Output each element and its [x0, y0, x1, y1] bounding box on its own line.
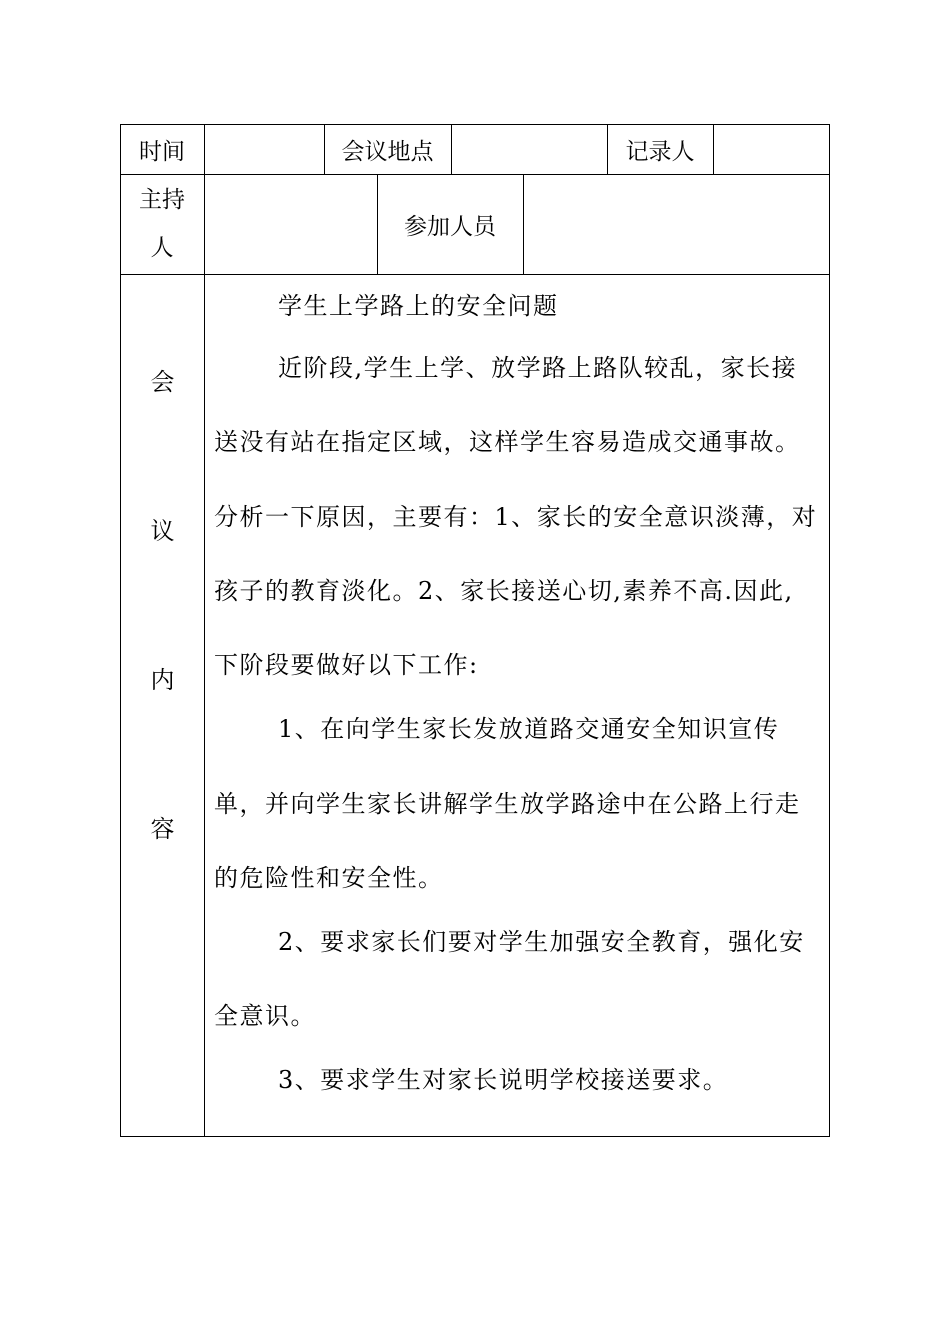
content-label-char-1: 会: [150, 368, 175, 396]
content-label-char-3: 内: [150, 666, 175, 694]
participants-value[interactable]: [523, 174, 830, 274]
col-divider-label: [204, 124, 205, 1137]
content-line: 近阶段,学生上学、放学路上路队较乱，家长接: [278, 354, 798, 382]
content-line: 的危险性和安全性。: [214, 864, 444, 892]
location-value[interactable]: [451, 124, 607, 174]
content-line: 送没有站在指定区域，这样学生容易造成交通事故。: [214, 428, 801, 456]
content-line: 3、要求学生对家长说明学校接送要求。: [278, 1066, 729, 1094]
host-label-line2: 人: [150, 235, 174, 261]
content-line: 单，并向学生家长讲解学生放学路途中在公路上行走: [214, 790, 801, 818]
time-value[interactable]: [204, 124, 324, 174]
content-line: 分析一下原因，主要有：1、家长的安全意识淡薄，对: [214, 503, 818, 531]
participants-label: 参加人员: [404, 213, 496, 240]
content-line: 孩子的教育淡化。2、家长接送心切,素养不高.因此,: [214, 577, 794, 605]
content-topic: 学生上学路上的安全问题: [278, 292, 559, 320]
recorder-label: 记录人: [625, 138, 695, 165]
content-line: 全意识。: [214, 1002, 316, 1030]
meeting-record-table: [120, 124, 830, 1137]
content-label-char-4: 容: [150, 815, 175, 843]
content-line: 2、要求家长们要对学生加强安全教育，强化安: [278, 928, 805, 956]
row-divider-2: [120, 274, 830, 275]
location-label: 会议地点: [341, 138, 434, 165]
recorder-value[interactable]: [713, 124, 830, 174]
host-label-line1: 主持: [139, 187, 185, 213]
time-label: 时间: [139, 138, 185, 165]
content-line: 1、在向学生家长发放道路交通安全知识宣传: [278, 715, 780, 743]
host-label: [120, 174, 204, 274]
content-label-char-2: 议: [150, 517, 175, 545]
content-line: 下阶段要做好以下工作:: [214, 651, 479, 679]
host-value[interactable]: [204, 174, 377, 274]
